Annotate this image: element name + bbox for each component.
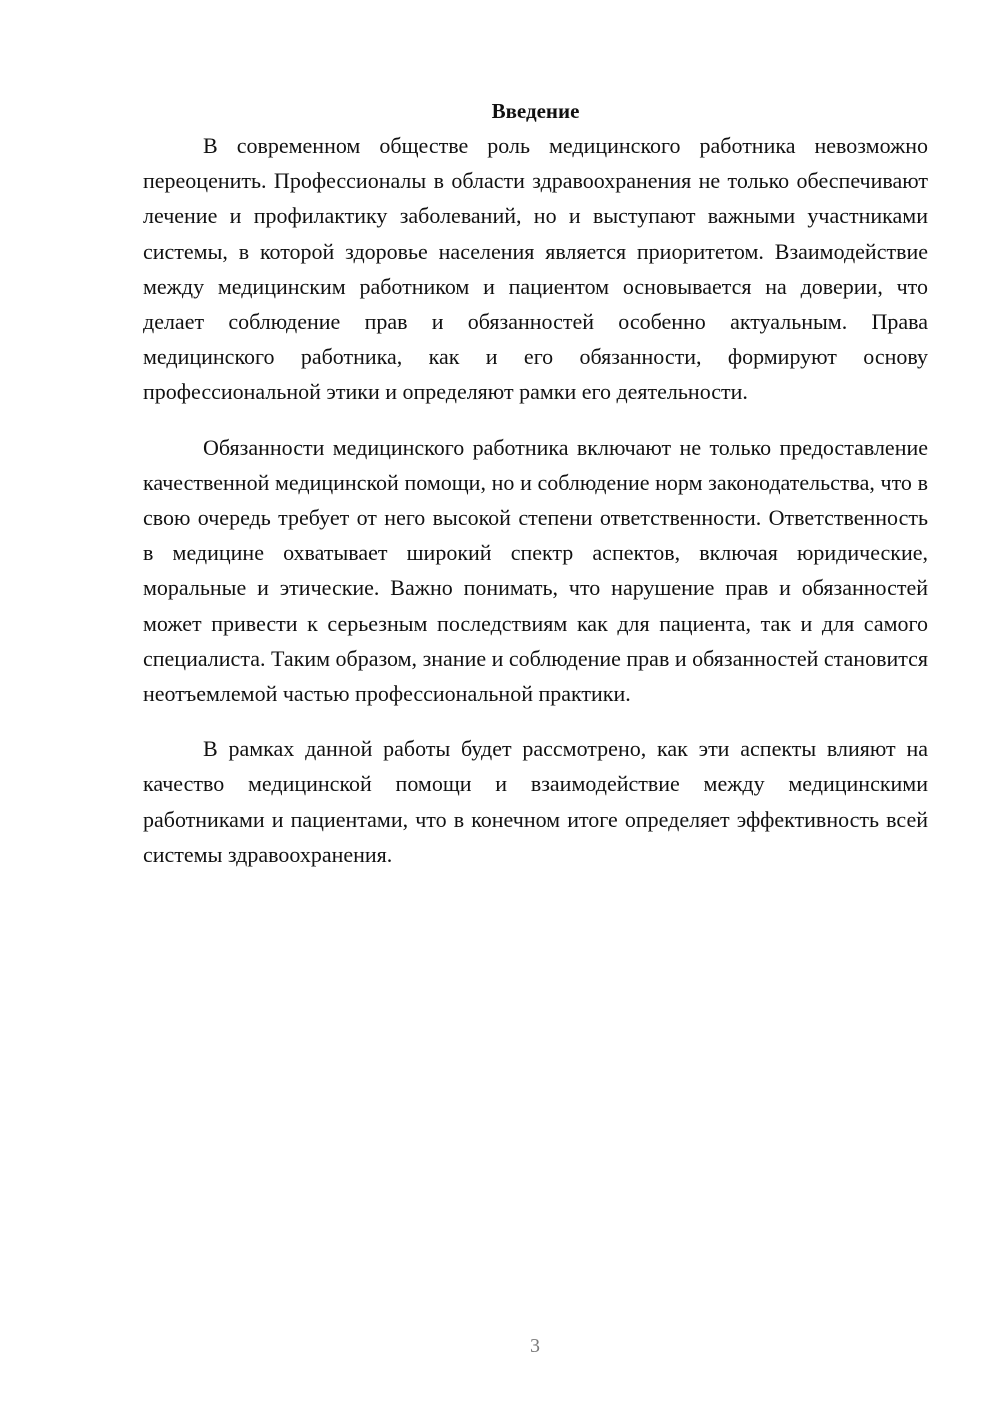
section-heading: Введение xyxy=(491,99,580,123)
paragraph-1: В современном обществе роль медицинского работника невозможно переоценить. Профессионалы в области здравоохранения не только обеспечивают лечение и профилактику заболеваний, но и выступают важными участниками системы, в которой здоровье населения является приоритетом. Взаимодействие между медицинским работником и пациентом основывается на доверии, что делает соблюдение прав и обязанностей особенно актуальным. Права медицинского работника, как и его обязанности, формируют основу профессиональной этики и определяют рамки его деятельности. xyxy=(143,133,928,405)
page-body xyxy=(143,96,928,892)
paragraph-2: Обязанности медицинского работника включают не только предоставление качественной медицинской помощи, но и соблюдение норм законодательства, что в свою очередь требует от него высокой степени ответственности. Ответственность в медицине охватывает широкий спектр аспектов, включая юридические, моральные и этические. Важно понимать, что нарушение прав и обязанностей может привести к серьезным последствиям как для пациента, так и для самого специалиста. Таким образом, знание и соблюдение прав и обязанностей становится неотъемлемой частью профессиональной практики. xyxy=(143,434,928,707)
page-number: 3 xyxy=(530,1335,540,1357)
paragraph-3: В рамках данной работы будет рассмотрено, как эти аспекты влияют на качество медицинской помощи и взаимодействие между медицинскими работниками и пациентами, что в конечном итоге определяет эффективность всей системы здравоохранения. xyxy=(143,736,928,867)
